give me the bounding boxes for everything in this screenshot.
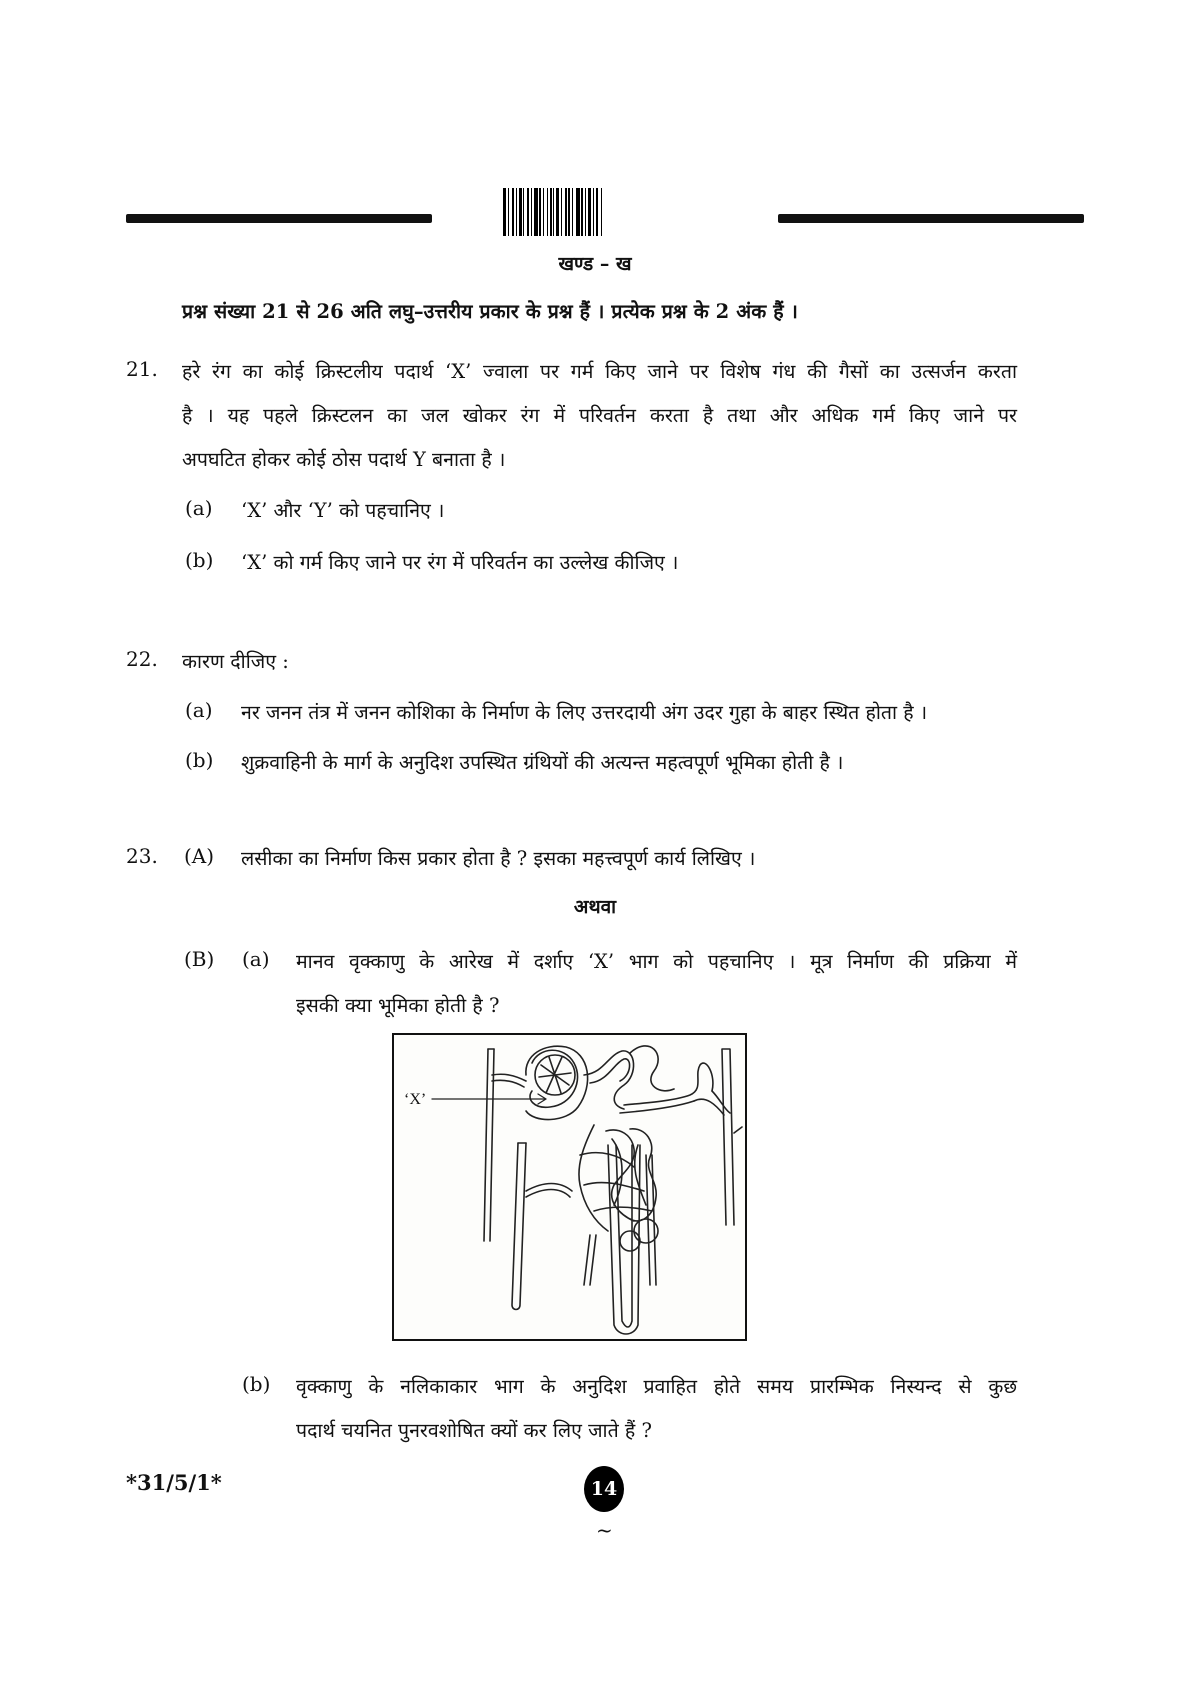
q22-part-a-text: नर जनन तंत्र में जनन कोशिका के निर्माण के लिए उत्तरदायी अंग उदर गुहा के बाहर स्थित होता है । (241, 701, 928, 724)
or-divider: अथवा (573, 896, 617, 918)
q23-option-a-text: लसीका का निर्माण किस प्रकार होता है ? इसका महत्त्वपूर्ण कार्य लिखिए । (241, 847, 756, 870)
question-number-21: 21. (126, 357, 158, 381)
q21-line-1: हरे रंग का कोई क्रिस्टलीय पदार्थ ‘X’ ज्वाला पर गर्म किए जाने पर विशेष गंध की गैसों का उत्सर्जन करता (182, 360, 1017, 383)
q23-b-part-b-line-2: पदार्थ चयनित पुनरवशोषित क्यों कर लिए जाते हैं ? (296, 1419, 652, 1442)
q23-b-part-a-label: (a) (242, 947, 270, 971)
q21-part-b-label: (b) (185, 548, 214, 572)
q22-part-a-label: (a) (185, 698, 213, 722)
page-number: 14 (590, 1478, 618, 1500)
q23-b-part-b-line-1: वृक्काणु के नलिकाकार भाग के अनुदिश प्रवाहित होते समय प्रारम्भिक निस्यन्द से कुछ (296, 1375, 1017, 1398)
q23-option-b-label: (B) (184, 947, 215, 971)
page-number-badge (584, 1466, 624, 1512)
q23-b-part-a-line-1: मानव वृक्काणु के आरेख में दर्शाए ‘X’ भाग को पहचानिए । मूत्र निर्माण की प्रक्रिया में (296, 950, 1017, 973)
q23-option-a-label: (A) (184, 844, 215, 868)
paper-code: *31/5/1* (126, 1470, 222, 1495)
svg-text:‘X’: ‘X’ (404, 1091, 427, 1108)
header-rule-right (778, 214, 1084, 223)
q21-line-2: है । यह पहले क्रिस्टलन का जल खोकर रंग में परिवर्तन करता है तथा और अधिक गर्म किए जाने पर (182, 404, 1017, 427)
q21-part-b-text: ‘X’ को गर्म किए जाने पर रंग में परिवर्तन का उल्लेख कीजिए । (241, 551, 679, 574)
header-rule-left (126, 214, 432, 223)
q21-part-a-text: ‘X’ और ‘Y’ को पहचानिए । (241, 499, 445, 522)
q23-b-part-b-label: (b) (242, 1372, 271, 1396)
question-number-23: 23. (126, 844, 158, 868)
section-instruction: प्रश्न संख्या 21 से 26 अति लघु–उत्तरीय प्रकार के प्रश्न हैं । प्रत्येक प्रश्न के 2 अंक हैं । (182, 300, 799, 323)
footer-mark: ~ (596, 1518, 613, 1542)
question-number-22: 22. (126, 647, 158, 671)
q22-part-b-text: शुक्रवाहिनी के मार्ग के अनुदिश उपस्थित ग्रंथियों की अत्यन्त महत्वपूर्ण भूमिका होती है । (241, 751, 844, 774)
nephron-diagram (392, 1033, 747, 1341)
section-title: खण्ड – ख (558, 253, 632, 275)
q21-part-a-label: (a) (185, 496, 213, 520)
q22-prompt: कारण दीजिए : (182, 650, 289, 673)
barcode (503, 188, 693, 236)
q21-line-3: अपघटित होकर कोई ठोस पदार्थ Y बनाता है । (182, 448, 506, 471)
q22-part-b-label: (b) (185, 748, 214, 772)
q23-b-part-a-line-2: इसकी क्या भूमिका होती है ? (296, 994, 500, 1017)
